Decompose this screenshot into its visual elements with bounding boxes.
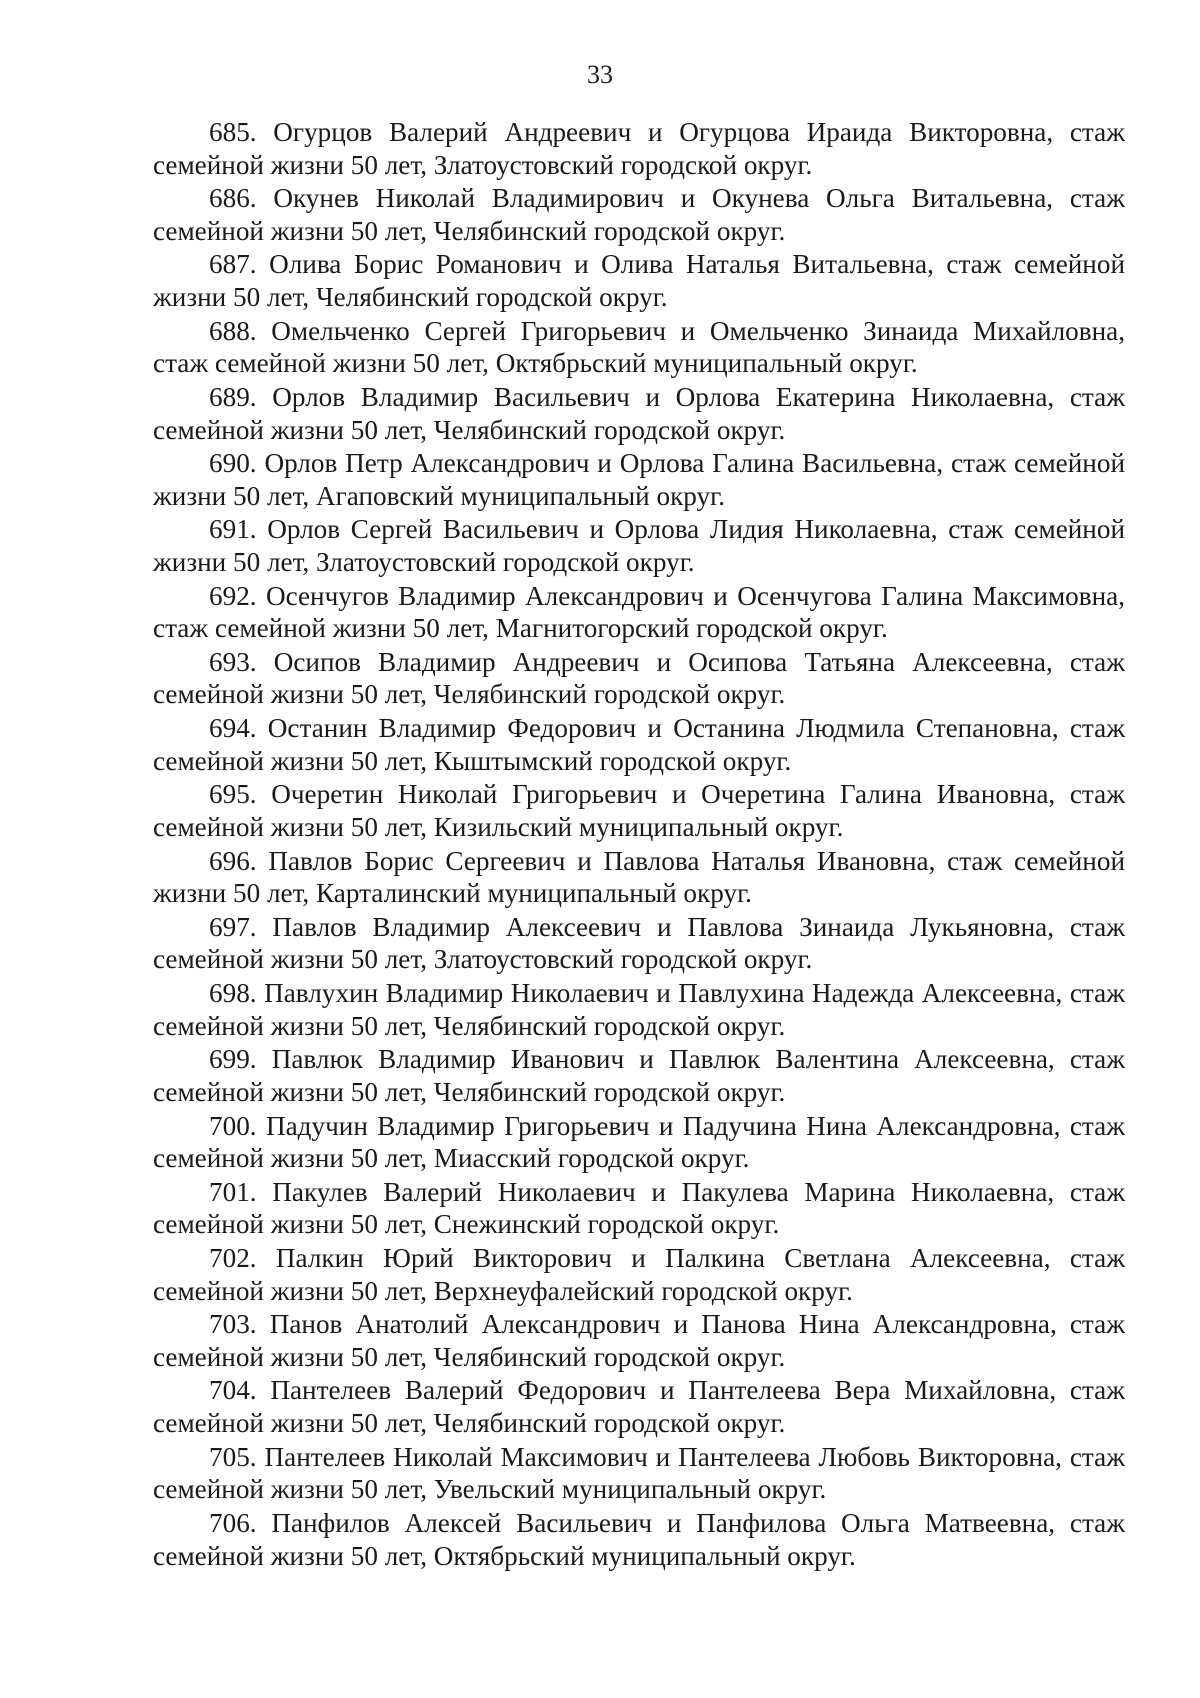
entry-text: Павлов Борис Сергеевич и Павлова Наталья Ивановна, стаж семейной жизни 50 лет, Карталинский муниципальный округ. <box>153 845 1125 909</box>
list-item <box>153 646 1125 711</box>
entry-number: 702. <box>209 1242 257 1273</box>
entry-text: Орлов Владимир Васильевич и Орлова Екатерина Николаевна, стаж семейной жизни 50 лет, Челябинский городской округ. <box>153 381 1125 445</box>
entry-text: Пакулев Валерий Николаевич и Пакулева Марина Николаевна, стаж семейной жизни 50 лет, Снежинский городской округ. <box>153 1176 1126 1240</box>
entry-text: Осенчугов Владимир Александрович и Осенчугова Галина Максимовна, стаж семейной жизни 50 лет, Магнитогорский городской округ. <box>153 580 1125 644</box>
list-item <box>153 182 1125 247</box>
list-item <box>153 1308 1125 1373</box>
entry-text: Олива Борис Романович и Олива Наталья Витальевна, стаж семейной жизни 50 лет, Челябинский городской округ. <box>153 249 1126 313</box>
entry-number: 687. <box>209 249 257 280</box>
list-item <box>153 1441 1125 1506</box>
entry-number: 685. <box>209 117 257 147</box>
entry-number: 696. <box>209 845 257 876</box>
list-item <box>153 381 1125 446</box>
entry-text: Павлухин Владимир Николаевич и Павлухина Надежда Алексеевна, стаж семейной жизни 50 лет, Челябинский городской округ. <box>153 978 1125 1041</box>
entry-text: Окунев Николай Владимирович и Окунева Ольга Витальевна, стаж семейной жизни 50 лет, Челябинский городской округ. <box>153 183 1125 246</box>
entry-number: 694. <box>209 713 257 744</box>
entry-text: Пантелеев Николай Максимович и Пантелеева Любовь Викторовна, стаж семейной жизни 50 лет, Увельский муниципальный округ. <box>153 1441 1125 1505</box>
entry-text: Панов Анатолий Александрович и Панова Нина Александровна, стаж семейной жизни 50 лет, Челябинский городской округ. <box>153 1309 1126 1372</box>
entry-number: 689. <box>209 381 257 412</box>
entry-number: 692. <box>209 580 257 611</box>
list-item <box>153 116 1125 181</box>
entry-text: Останин Владимир Федорович и Останина Людмила Степановна, стаж семейной жизни 50 лет, Кыштымский городской округ. <box>153 713 1125 776</box>
entry-text: Огурцов Валерий Андреевич и Огурцова Ираида Викторовна, стаж семейной жизни 50 лет, Златоустовский городской округ. <box>153 117 1126 180</box>
entry-number: 706. <box>209 1507 257 1538</box>
list-item <box>153 1507 1125 1572</box>
list-item <box>153 1242 1125 1307</box>
list-item <box>153 1374 1125 1439</box>
entry-text: Палкин Юрий Викторович и Палкина Светлана Алексеевна, стаж семейной жизни 50 лет, Верхнеуфалейский городской округ. <box>153 1242 1125 1306</box>
entry-text: Орлов Сергей Васильевич и Орлова Лидия Николаевна, стаж семейной жизни 50 лет, Златоустовский городской округ. <box>153 514 1125 577</box>
list-item <box>153 778 1125 843</box>
entry-number: 699. <box>209 1044 257 1075</box>
entry-text: Очеретин Николай Григорьевич и Очеретина Галина Ивановна, стаж семейной жизни 50 лет, Кизильский муниципальный округ. <box>153 779 1125 842</box>
entry-text: Павлюк Владимир Иванович и Павлюк Валентина Алексеевна, стаж семейной жизни 50 лет, Челябинский городской округ. <box>153 1044 1125 1107</box>
entry-text: Падучин Владимир Григорьевич и Падучина Нина Александровна, стаж семейной жизни 50 лет, Миасский городской округ. <box>153 1110 1126 1174</box>
list-item <box>153 513 1125 578</box>
entry-number: 698. <box>209 978 257 1009</box>
entry-number: 700. <box>209 1110 257 1141</box>
entry-number: 701. <box>209 1176 257 1207</box>
entry-number: 686. <box>209 183 257 214</box>
entry-number: 690. <box>209 448 257 479</box>
entry-number: 688. <box>209 315 257 346</box>
entry-text: Осипов Владимир Андреевич и Осипова Татьяна Алексеевна, стаж семейной жизни 50 лет, Челябинский городской округ. <box>153 646 1125 710</box>
list-item <box>153 845 1125 910</box>
entry-number: 693. <box>209 646 257 677</box>
entry-number: 695. <box>209 779 257 810</box>
list-item <box>153 248 1125 313</box>
list-item <box>153 580 1125 645</box>
entry-number: 703. <box>209 1309 257 1340</box>
list-item <box>153 1176 1125 1241</box>
entry-text: Орлов Петр Александрович и Орлова Галина Васильевна, стаж семейной жизни 50 лет, Агаповский муниципальный округ. <box>153 448 1125 511</box>
entry-number: 705. <box>209 1441 257 1472</box>
list-item <box>153 1043 1125 1108</box>
entry-text: Омельченко Сергей Григорьевич и Омельченко Зинаида Михайловна, стаж семейной жизни 50 лет, Октябрьский муниципальный округ. <box>153 315 1126 379</box>
list-item <box>153 977 1125 1042</box>
entry-number: 697. <box>209 911 257 942</box>
entry-list <box>153 116 1125 1573</box>
page-number: 33 <box>587 60 613 89</box>
entry-text: Пантелеев Валерий Федорович и Пантелеева Вера Михайловна, стаж семейной жизни 50 лет, Челябинский городской округ. <box>153 1375 1126 1439</box>
list-item <box>153 447 1125 512</box>
entry-text: Панфилов Алексей Васильевич и Панфилова Ольга Матвеевна, стаж семейной жизни 50 лет, Октябрьский муниципальный округ. <box>153 1507 1126 1571</box>
entry-number: 691. <box>209 514 257 545</box>
entry-number: 704. <box>209 1375 257 1406</box>
entry-text: Павлов Владимир Алексеевич и Павлова Зинаида Лукьяновна, стаж семейной жизни 50 лет, Златоустовский городской округ. <box>153 911 1125 975</box>
list-item <box>153 911 1125 976</box>
list-item <box>153 1110 1125 1175</box>
list-item <box>153 712 1125 777</box>
list-item <box>153 315 1125 380</box>
